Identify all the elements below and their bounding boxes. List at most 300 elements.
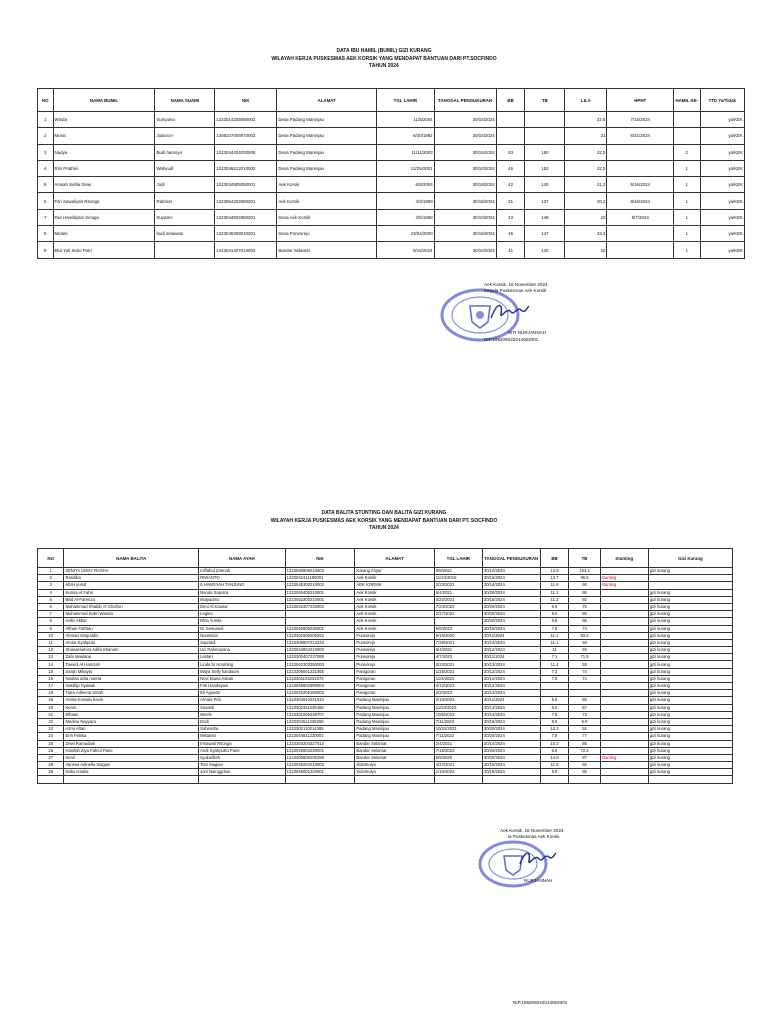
table-cell: gizi kurang (648, 711, 732, 718)
table-cell: 4/3/1999 (377, 193, 435, 209)
table-row (38, 675, 733, 682)
table-cell: 1223306807213333 (285, 639, 355, 646)
table-cell: 7 (38, 611, 64, 618)
table-cell: 7/28/2021 (434, 639, 482, 646)
table-cell: 30/18/2024 (434, 193, 496, 209)
table-cell: 7.8 (540, 733, 569, 740)
table-cell (600, 596, 648, 603)
table-cell: 11/23/2023 (434, 704, 482, 711)
table-cell: gizi kurang (648, 675, 732, 682)
table-cell (64, 776, 199, 783)
table-cell: 27 (38, 754, 64, 761)
table-cell: Rini Prathivi (53, 160, 155, 176)
table-cell: Mulyadmo (199, 596, 286, 603)
table-cell: 30/10/2024 (482, 568, 540, 575)
table-cell: 30/12/2024 (482, 690, 540, 697)
table-cell: 7.3 (540, 668, 569, 675)
table-cell: AEK KORSIK (355, 582, 434, 589)
column-header: LILA (565, 89, 607, 112)
table-cell: Linda br Hombing (199, 661, 286, 668)
table-cell (155, 242, 215, 258)
table-row (38, 704, 733, 711)
table-cell: Ahmad Sirajuddin (64, 632, 199, 639)
table-cell: 8.0 (540, 718, 569, 725)
table-row (38, 632, 733, 639)
table-cell: 11/4/2023 (434, 675, 482, 682)
table-cell: 30/13/2024 (482, 661, 540, 668)
table-cell: Padang Maninjau (355, 697, 434, 704)
table-cell: gizi kurang (648, 603, 732, 610)
table-cell: 1223302110214385 (285, 726, 355, 733)
table-cell (482, 776, 540, 783)
table-cell: 2/10/2023 (434, 697, 482, 704)
table-row (38, 726, 733, 733)
doc2-sign-name-block (524, 878, 552, 884)
table-cell: 30/20/2024 (482, 618, 540, 625)
table-cell: 12/25/2001 (377, 160, 435, 176)
table-cell (600, 639, 648, 646)
table-cell (600, 625, 648, 632)
table-cell: 1223046204210003 (285, 762, 355, 769)
table-cell: 11.2 (540, 589, 569, 596)
table-cell: ya/KEK (700, 209, 744, 225)
column-header: NIK (215, 89, 277, 112)
table-cell: Dodi (199, 718, 286, 725)
table-cell: Elfatan (64, 711, 199, 718)
table-cell: Erin Feliisa (64, 733, 199, 740)
table-cell: 7/16/2023 (434, 747, 482, 754)
table-cell: 1223046308040001 (215, 226, 277, 242)
table-cell: 1223045001220001 (285, 769, 355, 776)
table-cell: 22,5 (565, 160, 607, 176)
table-cell: Dewi Ramadani (64, 740, 199, 747)
table-cell: 92 (569, 596, 600, 603)
table-cell: gizi kurang (648, 704, 732, 711)
table-cell: Medina Nayyara (64, 718, 199, 725)
table-cell: ya/KEK (700, 128, 744, 144)
column-header: ALAMAT (277, 89, 377, 112)
signature-scribble-2 (517, 846, 557, 872)
table-cell: M. Sesuandi (199, 625, 286, 632)
table-cell: ya/KEK (700, 242, 744, 258)
table-cell: 2 (673, 144, 700, 160)
table-cell: Desa Padang Maninjau (277, 160, 377, 176)
table-row (38, 596, 733, 603)
table-cell: 22 (38, 718, 64, 725)
table-cell: 8/7/2024 (607, 209, 673, 225)
table-cell (600, 776, 648, 783)
table-cell: Purworejo (355, 632, 434, 639)
table-cell (355, 776, 434, 783)
table-cell: Desa Padang Maninjau (277, 128, 377, 144)
table-cell: gizi kurang (648, 654, 732, 661)
table-cell (648, 776, 732, 783)
table-cell: 8/8/2021 (434, 568, 482, 575)
table-cell: 1 (673, 242, 700, 258)
table-cell: Panigoran (355, 690, 434, 697)
table-cell: 19 (38, 697, 64, 704)
table-cell: stunting (600, 754, 648, 761)
table-cell: ya/KEK (700, 160, 744, 176)
bumil-table (37, 88, 745, 259)
table-cell: 30/12/2024 (482, 639, 540, 646)
table-cell: gizi kurang (648, 668, 732, 675)
column-header: BB (540, 549, 569, 568)
table-cell: 1223301104231872 (285, 675, 355, 682)
table-cell (540, 690, 569, 697)
table-cell: syukurillah (199, 754, 286, 761)
table-cell: Desa Purworejo (277, 226, 377, 242)
table-cell: 11 (38, 639, 64, 646)
table-cell: 137 (525, 193, 565, 209)
table-cell (648, 575, 732, 582)
table-cell: 1 (673, 193, 700, 209)
table-cell: Kalia Amelia (64, 769, 199, 776)
doc1-title (0, 48, 768, 71)
table-cell: Shanaimahira Adifa Shanum (64, 647, 199, 654)
table-cell: Andi Syahputra Pane (199, 747, 286, 754)
table-cell: 9.5 (540, 611, 569, 618)
table-cell (600, 618, 648, 625)
table-cell (600, 697, 648, 704)
table-cell: 88 (569, 740, 600, 747)
table-cell: 91 (569, 726, 600, 733)
table-cell: 90 (569, 589, 600, 596)
table-cell: 1223301809205252 (285, 632, 355, 639)
table-row (38, 575, 733, 582)
table-row (38, 568, 733, 575)
table-cell: 72.2 (569, 747, 600, 754)
table-row (38, 128, 745, 144)
table-cell: Aek Korsik (277, 193, 377, 209)
table-cell: Aek Korsik (277, 177, 377, 193)
table-cell: 6/9/2004 (377, 177, 435, 193)
doc1-title-line-3: TAHUN 2024 (369, 63, 399, 69)
table-cell: 90 (569, 582, 600, 589)
table-cell: 1223014205090002 (215, 112, 277, 128)
table-row (38, 618, 733, 625)
table-cell: 30/11/2024 (482, 654, 540, 661)
table-cell: Azmi Aftari (64, 726, 199, 733)
table-cell: 22,5 (565, 144, 607, 160)
table-cell: 8 (38, 226, 54, 242)
table-cell: 6/21/2024 (607, 128, 673, 144)
table-cell: Althan Fathtan (64, 625, 199, 632)
table-cell: 5 (38, 596, 64, 603)
table-cell (600, 568, 648, 575)
table-row (38, 776, 733, 783)
table-cell: 8/16/2024 (607, 193, 673, 209)
table-cell: 1223042205180003 (285, 690, 355, 697)
table-cell: 9/18/2020 (434, 632, 482, 639)
table-cell: 1408107006970003 (215, 128, 277, 144)
table-cell (540, 683, 569, 690)
table-cell: Melani (53, 226, 155, 242)
table-cell (600, 647, 648, 654)
doc1-signature-block (484, 282, 548, 294)
table-cell: 4 (38, 589, 64, 596)
column-header: NO (38, 89, 54, 112)
table-cell: Sidomulyo (355, 762, 434, 769)
table-row (38, 226, 745, 242)
table-cell: 30/19/2024 (482, 718, 540, 725)
table-cell: 1 (38, 112, 54, 128)
table-cell: Supriadi (199, 639, 286, 646)
table-cell: Desa Padang Maninjau (277, 112, 377, 128)
table-cell: 22,5 (565, 112, 607, 128)
table-cell: 96.5 (569, 575, 600, 582)
table-cell: 7.1 (540, 654, 569, 661)
table-cell: Joni Nainggolan (199, 769, 286, 776)
table-cell: Nadya (53, 144, 155, 160)
table-cell: 30/20/2024 (482, 611, 540, 618)
table-cell: 95 (569, 618, 600, 625)
column-header: ALAMAT (355, 549, 434, 568)
table-cell: gizi kurang (648, 733, 732, 740)
table-cell: 74 (569, 625, 600, 632)
table-cell: 1223045603230001 (285, 747, 355, 754)
table-cell: 7/11/2022 (434, 733, 482, 740)
table-cell (600, 661, 648, 668)
table-cell: 93.4 (569, 632, 600, 639)
table-cell: 71.5 (569, 654, 600, 661)
table-cell: 8 (38, 618, 64, 625)
table-row (38, 718, 733, 725)
table-row (38, 668, 733, 675)
table-cell: 6/8/2020 (434, 754, 482, 761)
table-cell: Zafa Maulana (64, 654, 199, 661)
column-header: HAMIL KE- (673, 89, 700, 112)
table-cell: 30/11/2024 (482, 697, 540, 704)
table-cell: 13 (38, 654, 64, 661)
table-cell: Purworejo (355, 661, 434, 668)
table-cell: 1223064202980001 (215, 193, 277, 209)
table-cell: 30/20/2024 (482, 733, 540, 740)
table-cell (673, 128, 700, 144)
table-cell: ya/KEK (700, 144, 744, 160)
table-cell: 11.1 (540, 632, 569, 639)
table-cell: Aek Korsik (355, 611, 434, 618)
table-cell: 41 (496, 242, 525, 258)
table-cell: 21,2 (565, 177, 607, 193)
table-cell (525, 112, 565, 128)
table-cell: 9.8 (540, 618, 569, 625)
column-header: TB (569, 549, 600, 568)
table-cell: 73 (569, 711, 600, 718)
table-cell (600, 726, 648, 733)
table-cell: Irmawati Ritonga (199, 740, 286, 747)
table-cell: 75 (569, 603, 600, 610)
table-cell: 1223044504980001 (215, 209, 277, 225)
column-header: TGL LAHIR (377, 89, 435, 112)
table-cell: Aek Korsik (355, 596, 434, 603)
table-cell (600, 654, 648, 661)
column-header: NAMA SUAMI (155, 89, 215, 112)
signature-scribble-1 (487, 298, 531, 326)
table-cell: 7/15/2024 (607, 112, 673, 128)
table-cell: 1223045302210002 (285, 582, 355, 589)
doc1-title-line-2: WILAYAH KERJA PUSKESMAS AEK KORSIK YANG MENDAPAT BANTUAN DARI PT.SOCFINDO (271, 55, 497, 62)
table-cell: 4/22/2021 (434, 762, 482, 769)
doc2-signature-block (500, 828, 564, 840)
table-cell: Julancer (155, 128, 215, 144)
table-row (38, 762, 733, 769)
table-row (38, 769, 733, 776)
table-cell: Arnita Komala hanin (64, 697, 199, 704)
table-cell: Desa Padang Maninjau (277, 144, 377, 160)
table-cell: gizi kurang (648, 747, 732, 754)
table-cell: gizi kurang (648, 683, 732, 690)
table-cell: 30/12/2024 (482, 647, 540, 654)
table-cell: Kenzi (64, 704, 199, 711)
table-cell: 15 (38, 668, 64, 675)
table-cell: Desa Aek Korsik (277, 209, 377, 225)
doc2-title-line-1: DATA BALITA STUNTING DAN BALITA GIZI KURANG (321, 510, 447, 516)
table-cell: 93 (569, 647, 600, 654)
table-cell: Nasthip Syawali (64, 683, 199, 690)
table-cell: 10 (38, 632, 64, 639)
column-header: TB (525, 89, 565, 112)
table-cell: 1223042203210001 (285, 596, 355, 603)
table-cell: 103.1 (569, 568, 600, 575)
table-cell: gizi kurang (648, 754, 732, 761)
table-cell: Susanti (199, 704, 286, 711)
column-header: TGL LAHIR (434, 549, 482, 568)
table-cell: 9 (38, 625, 64, 632)
table-cell: 30/18/2024 (482, 625, 540, 632)
column-header: TANGGAL PENGUKURAN (434, 89, 496, 112)
table-cell: 2 (38, 575, 64, 582)
table-cell: stunting (600, 575, 648, 582)
table-cell: 29 (38, 769, 64, 776)
table-row (38, 740, 733, 747)
table-cell: 23/04/2000 (377, 226, 435, 242)
doc2-sign-role: la Puskesmas Aek Korsik (508, 834, 560, 839)
table-cell: 30/16/2024 (434, 242, 496, 258)
table-cell: 1223304910231910 (285, 697, 355, 704)
table-cell (600, 762, 648, 769)
table-cell: stunting (600, 582, 648, 589)
table-cell: 1223044404030005 (215, 144, 277, 160)
table-cell: Bilal Al-Farenza (64, 596, 199, 603)
table-cell (600, 769, 648, 776)
table-cell: gizi kurang (648, 697, 732, 704)
table-cell: 4/12/2023 (434, 683, 482, 690)
column-header: NIK (285, 549, 355, 568)
column-header: Gizi Kurang (648, 549, 732, 568)
table-cell: Padang Maninjau (355, 711, 434, 718)
table-cell: Purworejo (355, 639, 434, 646)
table-cell: 53 (496, 144, 525, 160)
table-cell: 11.1 (540, 639, 569, 646)
table-cell: ya/KEK (700, 226, 744, 242)
table-cell: 6 (38, 603, 64, 610)
doc2-sign-nip-block (513, 1000, 567, 1006)
doc1-sign-role: Kepala Puskesmas Aek Korsik (484, 288, 547, 293)
table-cell: gizi kurang (648, 596, 732, 603)
table-cell: 148 (525, 209, 565, 225)
doc1-sign-name-block (508, 330, 546, 336)
table-cell: ZENIYA UMAY RASHA (64, 568, 199, 575)
table-cell: 65 (569, 697, 600, 704)
table-cell: 9 (38, 242, 54, 258)
column-header: NAMA BUMIL (53, 89, 155, 112)
table-cell (600, 683, 648, 690)
table-cell: gizi kurang (648, 639, 732, 646)
table-cell: 1223040808210003 (285, 568, 355, 575)
table-cell: 30/12/2024 (482, 683, 540, 690)
table-cell: Kenil (64, 754, 199, 761)
table-cell (434, 618, 482, 625)
table-row (38, 711, 733, 718)
table-cell: Aek Korsik (355, 603, 434, 610)
table-cell (600, 589, 648, 596)
table-cell: 6.5 (540, 704, 569, 711)
table-cell: 160 (525, 144, 565, 160)
table-cell: 1223301006239707 (285, 711, 355, 718)
table-cell (607, 242, 673, 258)
table-cell: 42 (496, 177, 525, 193)
balita-table (37, 548, 733, 784)
table-cell: Hafiz Akbar (64, 618, 199, 625)
table-cell: Purworejo (355, 647, 434, 654)
table-cell: Budi harvoyo (155, 144, 215, 160)
table-cell: gizi kurang (648, 568, 732, 575)
table-cell: 21 (38, 711, 64, 718)
table-row (38, 683, 733, 690)
table-cell: Randika (64, 575, 199, 582)
table-cell: Suriyanto (155, 112, 215, 128)
table-row (38, 603, 733, 610)
table-cell: 1223040406210001 (285, 589, 355, 596)
table-cell: 1223046802990004 (285, 683, 355, 690)
table-cell: Panigoran (355, 675, 434, 682)
table-cell: MUH yusuf (64, 582, 199, 589)
table-cell: 1223300608206258 (285, 754, 355, 761)
table-cell: ILHAMSYAH TANJUNG (199, 582, 286, 589)
table-cell: 31 (496, 193, 525, 209)
table-cell: Bandar Selamat (355, 754, 434, 761)
table-row (38, 589, 733, 596)
table-cell: Maya Selly handsum (199, 668, 286, 675)
table-cell: Panigoran (355, 668, 434, 675)
table-cell: Novi Diana Asbuti (199, 675, 286, 682)
table-cell: 147 (525, 226, 565, 242)
table-cell: 43 (496, 209, 525, 225)
table-row (38, 193, 745, 209)
table-cell (285, 776, 355, 783)
table-cell: 1 (673, 209, 700, 225)
table-row (38, 112, 745, 128)
table-cell: 13.7 (540, 575, 569, 582)
table-cell: Aek Korsik (355, 575, 434, 582)
table-cell: 5.9 (569, 718, 600, 725)
table-cell: gizi kurang (648, 589, 732, 596)
table-cell (600, 740, 648, 747)
table-cell: 30/11/2024 (482, 632, 540, 639)
table-cell: Eli Aguattn (199, 690, 286, 697)
table-cell: 1223042411190001 (285, 575, 355, 582)
doc1-sign-nip-block (484, 337, 538, 343)
table-cell: 21 (565, 128, 607, 144)
table-cell: 45 (496, 226, 525, 242)
table-cell: Panigoran (355, 683, 434, 690)
table-cell: 7.5 (540, 711, 569, 718)
table-cell: 3 (38, 144, 54, 160)
table-cell: gizi kurang (648, 726, 732, 733)
table-cell: 23,3 (565, 226, 607, 242)
table-cell: gizi kurang (648, 647, 732, 654)
